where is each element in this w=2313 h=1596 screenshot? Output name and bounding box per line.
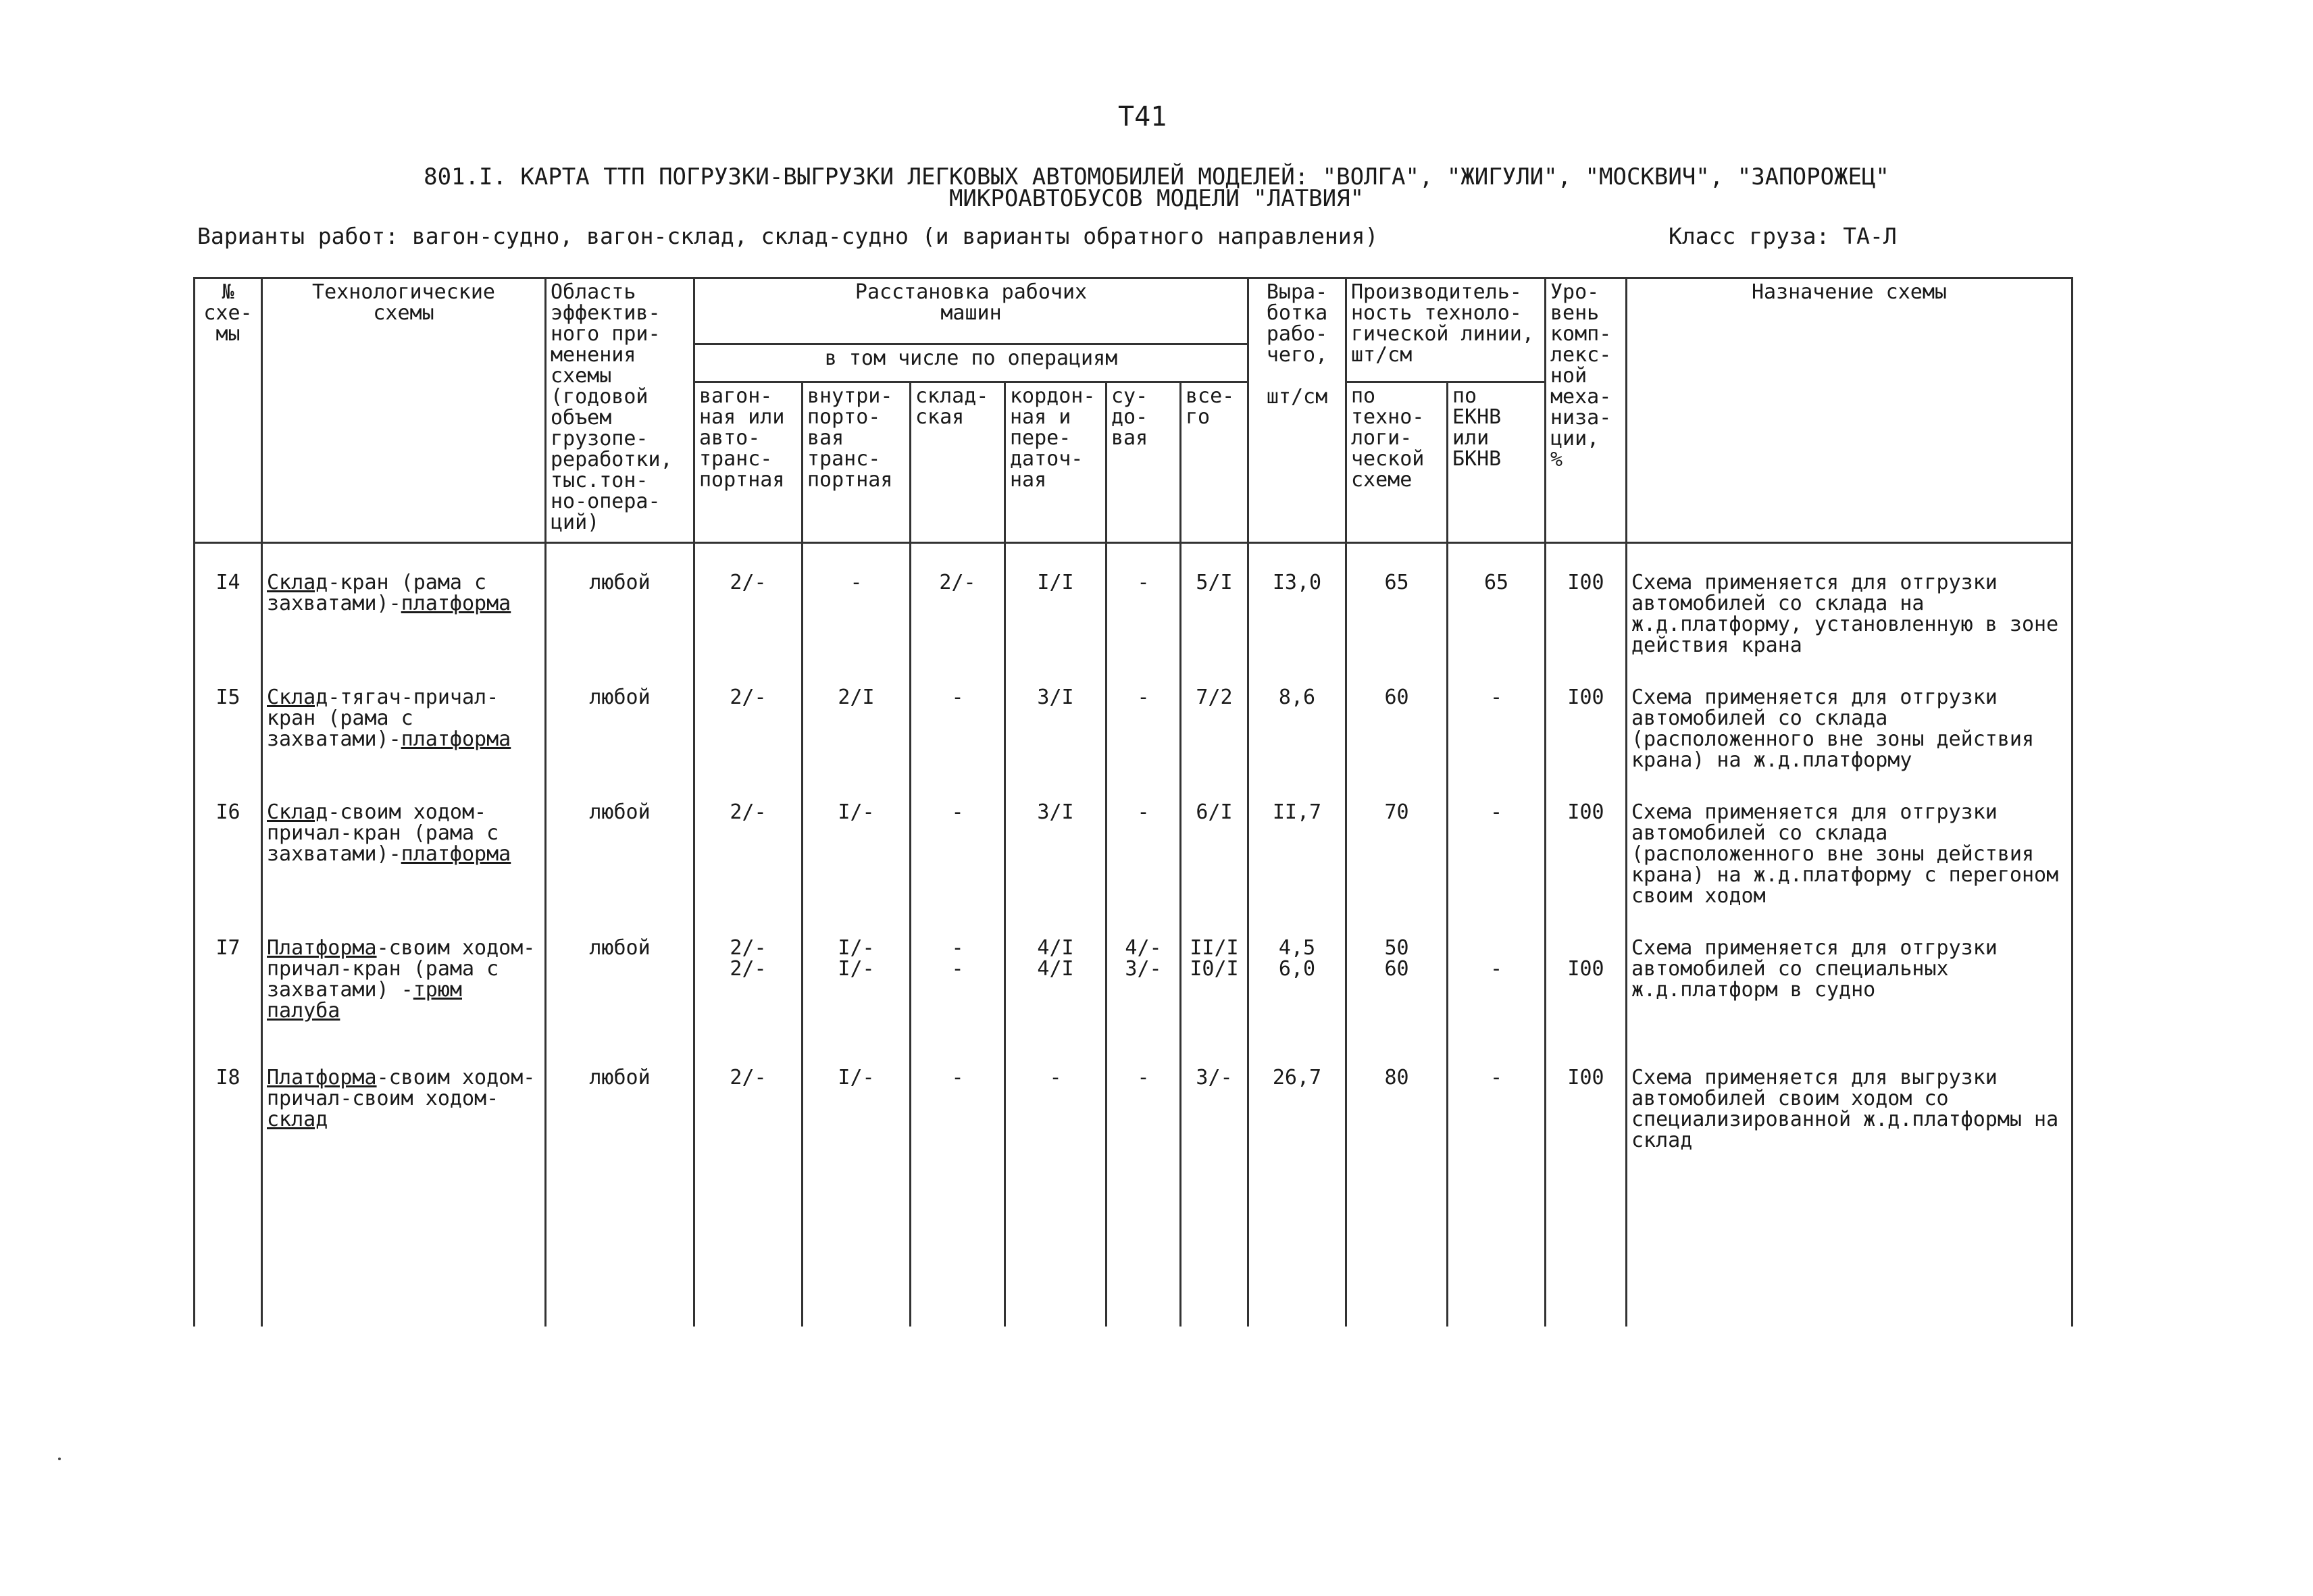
cell-intraport: I/- I/- [803, 909, 911, 1039]
header-prod-scheme: по техно- логи- ческой схеме [1346, 382, 1448, 543]
cell-scheme [262, 773, 546, 909]
header-mech-level: Уро- вень комп- лекс- ной меха- низа- ции, % [1546, 278, 1627, 543]
scheme-part: -своим ходом-причал-своим ходом- [267, 1066, 536, 1110]
cell-area: любой [546, 543, 694, 659]
cell-cordon: 4/I 4/I [1005, 909, 1107, 1039]
cell-ship: 4/- 3/- [1107, 909, 1181, 1039]
cell-intraport: - [803, 543, 911, 659]
cell-total: 3/- [1181, 1039, 1248, 1327]
header-warehouse: склад- ская [911, 382, 1005, 543]
cell-wagon: 2/- 2/- [694, 909, 803, 1039]
cell-warehouse: - [911, 659, 1005, 773]
cell-mech: I00 [1546, 1039, 1627, 1327]
cell-prod-scheme: 65 [1346, 543, 1448, 659]
header-num: № схе- мы [195, 278, 262, 543]
header-ship: су- до- вая [1107, 382, 1181, 543]
cell-output: I3,0 [1248, 543, 1346, 659]
header-productivity: Производитель- ность техноло- гической линии, шт/см [1346, 278, 1546, 382]
scheme-part: склад [267, 1108, 328, 1131]
cell-output: 26,7 [1248, 1039, 1346, 1327]
cell-output: 8,6 [1248, 659, 1346, 773]
scheme-part: платформа [401, 727, 511, 751]
cell-warehouse: - [911, 773, 1005, 909]
scheme-part: Склад [267, 571, 328, 594]
header-output: Выра- ботка рабо- чего, шт/см [1248, 278, 1346, 543]
cell-prod-ekhv: 65 [1448, 543, 1546, 659]
header-wagon: вагон- ная или авто- транс- портная [694, 382, 803, 543]
work-variants: Варианты работ: вагон-судно, вагон-склад, склад-судно (и варианты обратного направления) [197, 223, 1379, 249]
table-row [195, 543, 2073, 659]
cell-prod-ekhv: - [1448, 773, 1546, 909]
table-row [195, 659, 2073, 773]
header-prod-ekhv: по ЕКНВ или БКНВ [1448, 382, 1546, 543]
scheme-part: Склад [267, 800, 328, 824]
table-row [195, 1039, 2073, 1327]
cell-area: любой [546, 909, 694, 1039]
cell-intraport: I/- [803, 1039, 911, 1327]
cell-intraport: 2/I [803, 659, 911, 773]
scheme-part: платформа [401, 592, 511, 615]
header-purpose: Назначение схемы [1627, 278, 2073, 543]
header-total: все- го [1181, 382, 1248, 543]
cell-wagon: 2/- [694, 659, 803, 773]
cell-warehouse: 2/- [911, 543, 1005, 659]
cell-prod-ekhv: - [1448, 1039, 1546, 1327]
scheme-part: Платформа [267, 936, 377, 960]
cell-prod-scheme: 70 [1346, 773, 1448, 909]
cell-cordon: I/I [1005, 543, 1107, 659]
document-title-line2: МИКРОАВТОБУСОВ МОДЕЛИ "ЛАТВИЯ" [948, 185, 1365, 212]
header-cordon: кордон- ная и пере- даточ- ная [1005, 382, 1107, 543]
cell-cordon: 3/I [1005, 773, 1107, 909]
cell-area: любой [546, 659, 694, 773]
cell-purpose: Схема применяется для отгрузки автомобилей со склада на ж.д.платформу, установленную в зоне действия крана [1627, 543, 2073, 659]
cell-warehouse: - [911, 1039, 1005, 1327]
cell-wagon: 2/- [694, 543, 803, 659]
cell-output: II,7 [1248, 773, 1346, 909]
cell-mech: I00 [1546, 773, 1627, 909]
cell-prod-scheme: 50 60 [1346, 909, 1448, 1039]
cell-prod-ekhv: - [1448, 909, 1546, 1039]
cell-area: любой [546, 773, 694, 909]
cell-scheme [262, 659, 546, 773]
cell-ship: - [1107, 543, 1181, 659]
scheme-part: -кран (рама с захватами)- [267, 571, 487, 615]
cell-prod-scheme: 60 [1346, 659, 1448, 773]
cell-num: I8 [195, 1039, 262, 1327]
page-number: T41 [1118, 101, 1167, 132]
header-scheme: Технологические схемы [262, 278, 546, 543]
cell-total: 5/I [1181, 543, 1248, 659]
cell-purpose: Схема применяется для отгрузки автомобилей со склада (расположенного вне зоны действия крана) на ж.д.платформу [1627, 659, 2073, 773]
scheme-part: Платформа [267, 1066, 377, 1089]
scheme-part: -своим ходом-причал-кран (рама с захватами)- [267, 800, 499, 866]
header-area: Область эффектив- ного при- менения схемы (годовой объем грузопе- реработки, тыс.тон- но-опера- ций) [546, 278, 694, 543]
cell-total: II/I I0/I [1181, 909, 1248, 1039]
cell-purpose: Схема применяется для отгрузки автомобилей со склада (расположенного вне зоны действия крана) на ж.д.платформу с перегоном своим ходом [1627, 773, 2073, 909]
tech-scheme-table [193, 277, 2073, 1327]
cell-num: I5 [195, 659, 262, 773]
cell-scheme [262, 1039, 546, 1327]
cell-num: I6 [195, 773, 262, 909]
scheme-part: -своим ходом-причал-кран (рама с захватами) - [267, 936, 536, 1002]
cell-total: 6/I [1181, 773, 1248, 909]
cell-num: I4 [195, 543, 262, 659]
scan-speck [58, 1458, 61, 1460]
cell-output: 4,5 6,0 [1248, 909, 1346, 1039]
cell-cordon: 3/I [1005, 659, 1107, 773]
cell-wagon: 2/- [694, 773, 803, 909]
document-title-line1: 801.I. КАРТА ТТП ПОГРУЗКИ-ВЫГРУЗКИ ЛЕГКОВЫХ АВТОМОБИЛЕЙ МОДЕЛЕЙ: "ВОЛГА", "ЖИГУЛИ", "МОСКВИЧ", "ЗАПОРОЖЕЦ" [424, 163, 1889, 190]
cell-ship: - [1107, 773, 1181, 909]
table-row [195, 909, 2073, 1039]
cell-ship: - [1107, 1039, 1181, 1327]
cell-prod-ekhv: - [1448, 659, 1546, 773]
header-by-operation: в том числе по операциям [694, 344, 1248, 382]
cell-scheme [262, 543, 546, 659]
cell-mech: I00 [1546, 909, 1627, 1039]
cell-warehouse: - - [911, 909, 1005, 1039]
scheme-part: палуба [267, 999, 340, 1023]
scheme-part: трюм [413, 978, 462, 1002]
cell-purpose: Схема применяется для выгрузки автомобилей своим ходом со специализированной ж.д.платформы на склад [1627, 1039, 2073, 1327]
cell-num: I7 [195, 909, 262, 1039]
cell-area: любой [546, 1039, 694, 1327]
cell-prod-scheme: 80 [1346, 1039, 1448, 1327]
cell-cordon: - [1005, 1039, 1107, 1327]
cell-intraport: I/- [803, 773, 911, 909]
cell-total: 7/2 [1181, 659, 1248, 773]
cell-mech: I00 [1546, 659, 1627, 773]
cell-scheme [262, 909, 546, 1039]
cell-purpose: Схема применяется для отгрузки автомобилей со специальных ж.д.платформ в судно [1627, 909, 2073, 1039]
scheme-part: платформа [401, 842, 511, 866]
cargo-class: Класс груза: ТА-Л [1669, 223, 1897, 249]
scheme-part: -тягач-причал-кран (рама с захватами)- [267, 686, 499, 751]
cell-ship: - [1107, 659, 1181, 773]
header-placement: Расстановка рабочих машин [694, 278, 1248, 344]
scheme-part: Склад [267, 686, 328, 709]
cell-wagon: 2/- [694, 1039, 803, 1327]
table-row [195, 773, 2073, 909]
header-intraport: внутри- порто- вая транс- портная [803, 382, 911, 543]
cell-mech: I00 [1546, 543, 1627, 659]
